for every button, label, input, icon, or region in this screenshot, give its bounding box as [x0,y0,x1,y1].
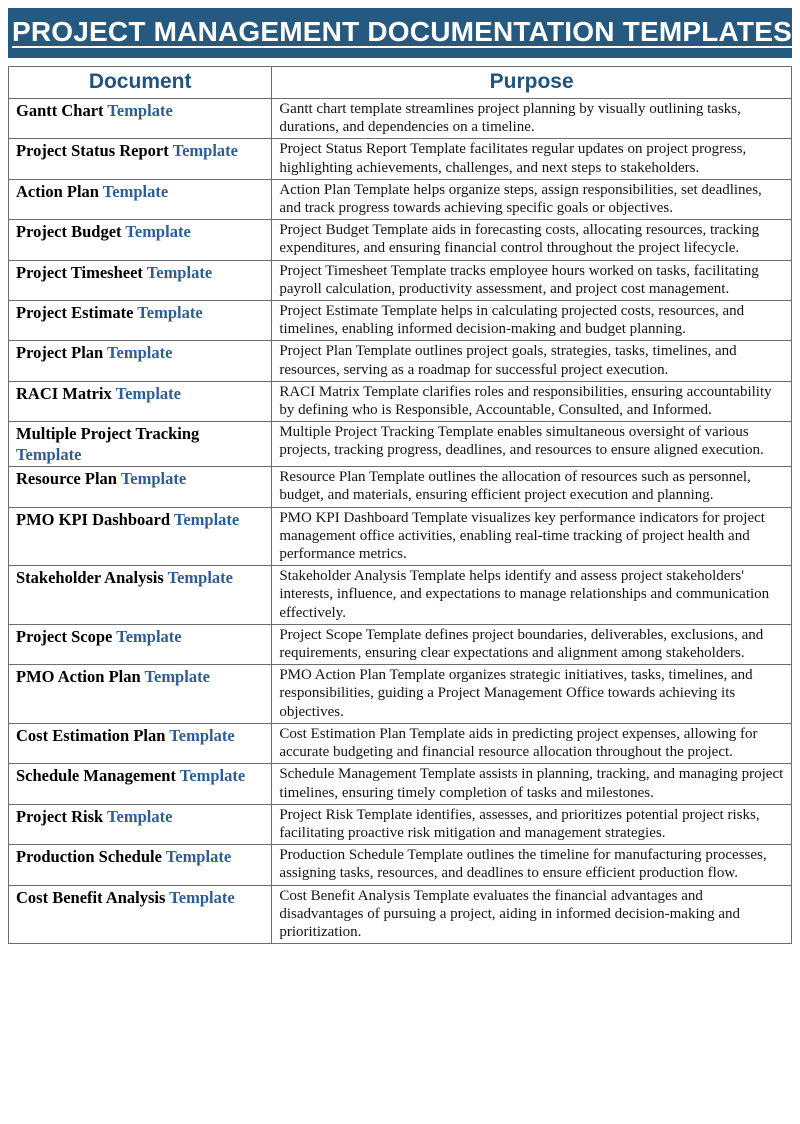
document-cell [9,139,272,179]
column-header-purpose: Purpose [272,67,792,99]
template-link[interactable]: Template [115,383,181,403]
purpose-text: Schedule Management Template assists in planning, tracking, and managing project timelines, ensuring timely completion of tasks and milestones. [272,764,792,804]
purpose-text: Action Plan Template helps organize steps, assign responsibilities, set deadlines, and track progress towards achieving specific goals or objectives. [272,179,792,219]
template-link[interactable]: Template [102,181,169,201]
table-row [9,624,792,664]
document-name: Project Scope [16,626,113,646]
purpose-text: Cost Benefit Analysis Template evaluates the financial advantages and disadvantages of pursuing a project, aiding in informed decision-making and prioritization. [272,885,792,944]
template-link[interactable]: Template [16,444,82,464]
document-name: Project Plan [16,343,104,363]
table-row [9,179,792,219]
document-cell [9,507,272,566]
document-name: Multiple Project Tracking [16,424,200,444]
document-name: PMO Action Plan [16,667,141,687]
document-cell [9,99,272,139]
document-name: Project Risk [16,806,104,826]
document-name: Cost Benefit Analysis [16,887,166,907]
document-name: Project Budget [16,222,122,242]
page-title: PROJECT MANAGEMENT DOCUMENTATION TEMPLATES [12,16,792,47]
document-name: Stakeholder Analysis [16,568,164,588]
template-link[interactable]: Template [169,887,235,907]
table-row [9,381,792,421]
title-banner [8,8,792,58]
purpose-text: Project Status Report Template facilitates regular updates on project progress, highlighting achievements, challenges, and next steps to stakeholders. [272,139,792,179]
table-row [9,301,792,341]
template-link[interactable]: Template [169,725,235,745]
purpose-text: PMO Action Plan Template organizes strategic initiatives, tasks, timelines, and responsibilities, guiding a Project Management Office towards achieving its objectives. [272,665,792,724]
column-header-document: Document [9,67,272,99]
document-cell [9,341,272,381]
table-row [9,845,792,885]
document-cell [9,422,272,467]
template-link[interactable]: Template [137,303,203,323]
document-name: Project Status Report [16,141,169,161]
purpose-text: Project Scope Template defines project boundaries, deliverables, exclusions, and requirements, ensuring clear expectations and alignment among stakeholders. [272,624,792,664]
template-link[interactable]: Template [179,766,246,786]
document-cell [9,885,272,944]
document-name: Cost Estimation Plan [16,725,166,745]
template-link[interactable]: Template [146,262,213,282]
template-link[interactable]: Template [116,626,182,646]
template-link[interactable]: Template [144,667,210,687]
purpose-text: Project Estimate Template helps in calculating projected costs, resources, and timelines, enabling informed decision-making and budget planning. [272,301,792,341]
document-cell [9,624,272,664]
purpose-text: Production Schedule Template outlines the timeline for manufacturing processes, assigning tasks, resources, and deadlines to ensure efficient production flow. [272,845,792,885]
purpose-text: Resource Plan Template outlines the allocation of resources such as personnel, budget, and materials, ensuring efficient project execution and planning. [272,467,792,507]
table-row [9,723,792,763]
document-cell [9,220,272,260]
table-row [9,804,792,844]
purpose-text: Cost Estimation Plan Template aids in predicting project expenses, allowing for accurate budgeting and financial resource allocation throughout the project. [272,723,792,763]
template-link[interactable]: Template [120,469,187,489]
table-row [9,764,792,804]
document-cell [9,260,272,300]
document-name: Resource Plan [16,469,117,489]
template-link[interactable]: Template [172,141,238,161]
document-cell [9,804,272,844]
purpose-text: RACI Matrix Template clarifies roles and responsibilities, ensuring accountability by defining who is Responsible, Accountable, Consulted, and Informed. [272,381,792,421]
purpose-text: Multiple Project Tracking Template enables simultaneous oversight of various projects, tracking progress, deadlines, and resources to ensure aligned execution. [272,422,792,467]
table-row [9,220,792,260]
document-cell [9,665,272,724]
purpose-text: Project Risk Template identifies, assesses, and prioritizes potential project risks, facilitating proactive risk mitigation and management strategies. [272,804,792,844]
table-row [9,507,792,566]
document-name: Project Timesheet [16,262,143,282]
table-row [9,566,792,625]
table-row [9,665,792,724]
document-name: PMO KPI Dashboard [16,509,171,529]
template-link[interactable]: Template [107,101,173,120]
table-row [9,467,792,507]
table-row [9,341,792,381]
document-name: Gantt Chart [16,101,104,120]
document-cell [9,845,272,885]
purpose-text: PMO KPI Dashboard Template visualizes key performance indicators for project management office activities, enabling real-time tracking of project health and performance metrics. [272,507,792,566]
document-name: Schedule Management [16,766,176,786]
document-name: RACI Matrix [16,383,112,403]
template-link[interactable]: Template [107,806,173,826]
table-row [9,885,792,944]
template-link[interactable]: Template [167,568,233,588]
document-cell [9,301,272,341]
document-cell [9,179,272,219]
template-link[interactable]: Template [173,509,240,529]
template-link[interactable]: Template [107,343,173,363]
document-cell [9,723,272,763]
purpose-text: Project Budget Template aids in forecasting costs, allocating resources, tracking expenditures, and ensuring financial control throughout the project lifecycle. [272,220,792,260]
document-cell [9,566,272,625]
table-row [9,139,792,179]
document-name: Production Schedule [16,847,162,867]
document-cell [9,381,272,421]
purpose-text: Project Plan Template outlines project goals, strategies, tasks, timelines, and resources, serving as a roadmap for successful project execution. [272,341,792,381]
table-header-row [9,67,792,99]
table-row [9,422,792,467]
templates-table [8,66,792,944]
table-row [9,260,792,300]
template-link[interactable]: Template [165,847,232,867]
document-cell [9,467,272,507]
document-cell [9,764,272,804]
document-name: Action Plan [16,181,99,201]
document-name: Project Estimate [16,303,134,323]
purpose-text: Gantt chart template streamlines project planning by visually outlining tasks, durations, and dependencies on a timeline. [272,99,792,139]
purpose-text: Stakeholder Analysis Template helps identify and assess project stakeholders' interests, influence, and expectations to manage relationships and communication effectively. [272,566,792,625]
purpose-text: Project Timesheet Template tracks employee hours worked on tasks, facilitating payroll calculation, productivity assessment, and project cost management. [272,260,792,300]
table-row [9,99,792,139]
template-link[interactable]: Template [125,222,191,242]
